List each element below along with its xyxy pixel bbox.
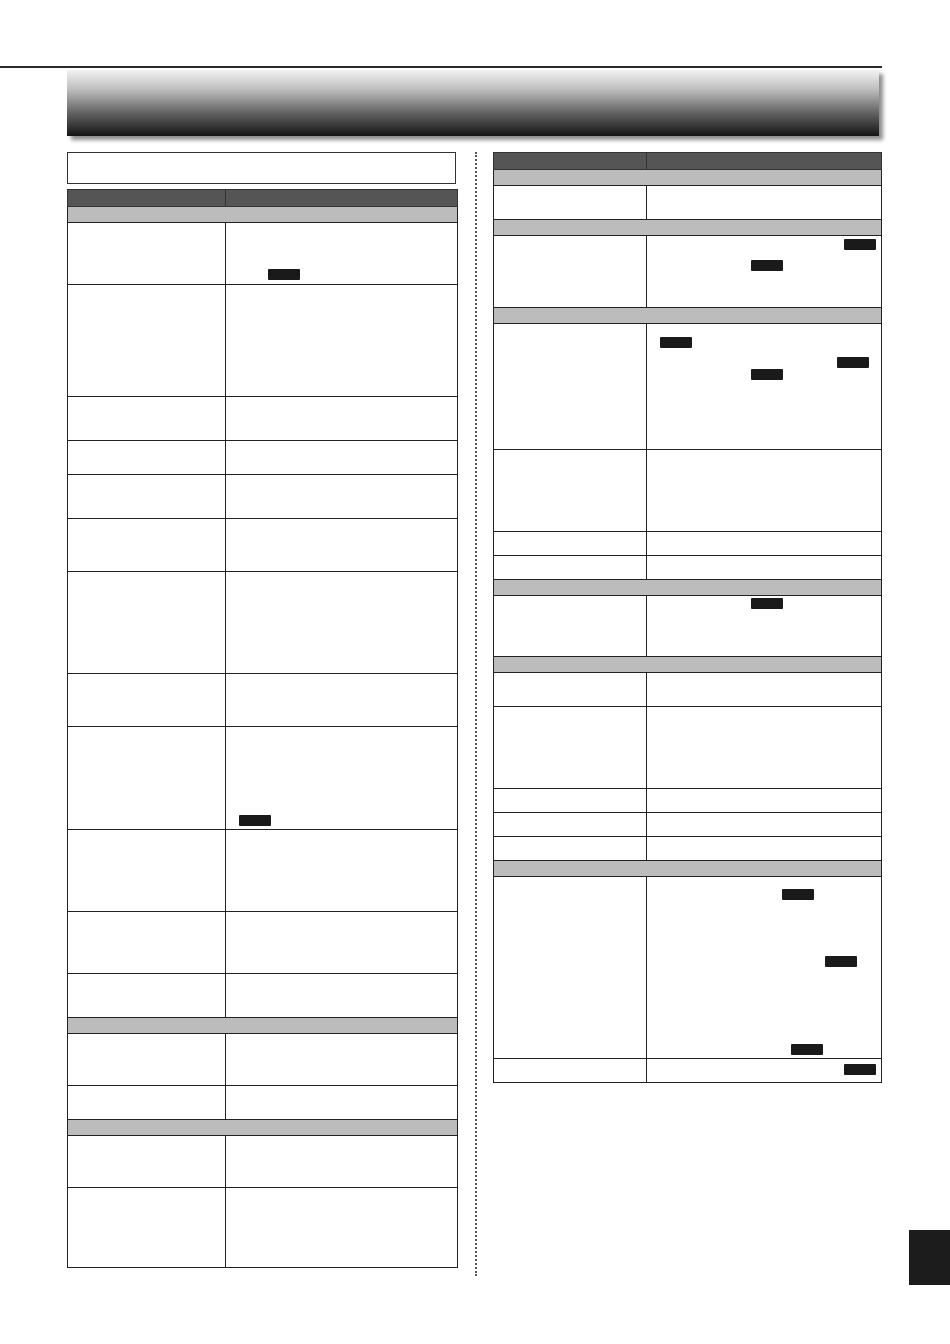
right-spec-table (493, 152, 882, 1083)
description-cell (647, 556, 882, 580)
item-cell (68, 397, 226, 441)
header-cell-item (68, 190, 226, 207)
item-cell (68, 912, 226, 974)
description-cell (226, 674, 458, 727)
item-cell (68, 572, 226, 674)
table-row (68, 1034, 458, 1086)
description-cell (647, 813, 882, 837)
item-cell (68, 1034, 226, 1086)
table-row (494, 673, 882, 707)
key-badge-icon (791, 1044, 823, 1055)
table-header-row (494, 153, 882, 170)
section-row (494, 580, 882, 596)
item-cell (494, 813, 647, 837)
description-cell (226, 285, 458, 397)
description-cell (226, 441, 458, 475)
header-cell-description (226, 190, 458, 207)
description-cell (226, 475, 458, 519)
item-cell (68, 1136, 226, 1188)
table-row (68, 223, 458, 285)
item-cell (494, 596, 647, 657)
table-row (494, 450, 882, 532)
description-cell (226, 830, 458, 912)
section-row (68, 207, 458, 223)
table-row (68, 727, 458, 830)
section-row (68, 1018, 458, 1034)
table-row (494, 837, 882, 861)
item-cell (68, 674, 226, 727)
section-row (494, 308, 882, 324)
table-row (68, 572, 458, 674)
item-cell (68, 475, 226, 519)
table-row (68, 830, 458, 912)
item-cell (494, 789, 647, 813)
description-cell (226, 727, 458, 830)
table-row (68, 1188, 458, 1268)
column-divider (475, 152, 477, 1276)
header-cell-description (647, 153, 882, 170)
description-cell (226, 519, 458, 572)
key-badge-icon (751, 369, 783, 380)
table-row (68, 974, 458, 1018)
table-row (494, 324, 882, 450)
key-badge-icon (844, 1064, 876, 1075)
table-row (494, 877, 882, 1059)
key-badge-icon (268, 269, 300, 280)
title-banner (67, 70, 879, 136)
table-row (68, 674, 458, 727)
section-row (494, 170, 882, 186)
table-row (68, 285, 458, 397)
key-badge-icon (825, 956, 857, 967)
description-cell (226, 223, 458, 285)
item-cell (68, 974, 226, 1018)
description-cell (226, 1034, 458, 1086)
top-rule (0, 66, 882, 68)
item-cell (68, 1188, 226, 1268)
key-badge-icon (751, 598, 783, 609)
item-cell (68, 830, 226, 912)
section-row (494, 657, 882, 673)
description-cell (226, 912, 458, 974)
table-row (494, 596, 882, 657)
key-badge-icon (837, 357, 869, 368)
item-cell (494, 673, 647, 707)
description-cell (647, 324, 882, 450)
description-cell (226, 974, 458, 1018)
description-cell (647, 707, 882, 789)
left-spec-table (67, 189, 458, 1268)
key-badge-icon (239, 815, 271, 826)
table-row (68, 397, 458, 441)
table-row (494, 186, 882, 220)
table-header-row (68, 190, 458, 207)
item-cell (68, 519, 226, 572)
item-cell (494, 837, 647, 861)
description-cell (226, 1136, 458, 1188)
item-cell (494, 236, 647, 308)
table-row (68, 519, 458, 572)
section-row (68, 1120, 458, 1136)
description-cell (647, 186, 882, 220)
key-badge-icon (844, 239, 876, 250)
key-badge-icon (782, 889, 814, 900)
item-cell (494, 1059, 647, 1083)
description-cell (647, 673, 882, 707)
table-row (494, 236, 882, 308)
note-box (67, 152, 456, 184)
description-cell (647, 236, 882, 308)
table-row (68, 1086, 458, 1120)
table-row (494, 532, 882, 556)
item-cell (494, 532, 647, 556)
item-cell (68, 1086, 226, 1120)
description-cell (226, 1188, 458, 1268)
item-cell (494, 556, 647, 580)
page-number-tab (909, 1230, 950, 1285)
table-row (494, 813, 882, 837)
table-row (494, 1059, 882, 1083)
description-cell (647, 789, 882, 813)
description-cell (226, 397, 458, 441)
table-row (494, 789, 882, 813)
table-row (68, 912, 458, 974)
table-row (68, 475, 458, 519)
header-cell-item (494, 153, 647, 170)
table-row (494, 556, 882, 580)
item-cell (68, 285, 226, 397)
item-cell (68, 441, 226, 475)
description-cell (647, 877, 882, 1059)
description-cell (647, 596, 882, 657)
table-row (494, 707, 882, 789)
description-cell (226, 1086, 458, 1120)
key-badge-icon (751, 260, 783, 271)
section-row (494, 861, 882, 877)
table-row (68, 441, 458, 475)
description-cell (226, 572, 458, 674)
item-cell (494, 186, 647, 220)
description-cell (647, 837, 882, 861)
item-cell (494, 877, 647, 1059)
key-badge-icon (660, 337, 692, 348)
item-cell (68, 223, 226, 285)
description-cell (647, 532, 882, 556)
description-cell (647, 1059, 882, 1083)
description-cell (647, 450, 882, 532)
item-cell (494, 324, 647, 450)
table-row (68, 1136, 458, 1188)
section-row (494, 220, 882, 236)
item-cell (494, 707, 647, 789)
item-cell (68, 727, 226, 830)
item-cell (494, 450, 647, 532)
